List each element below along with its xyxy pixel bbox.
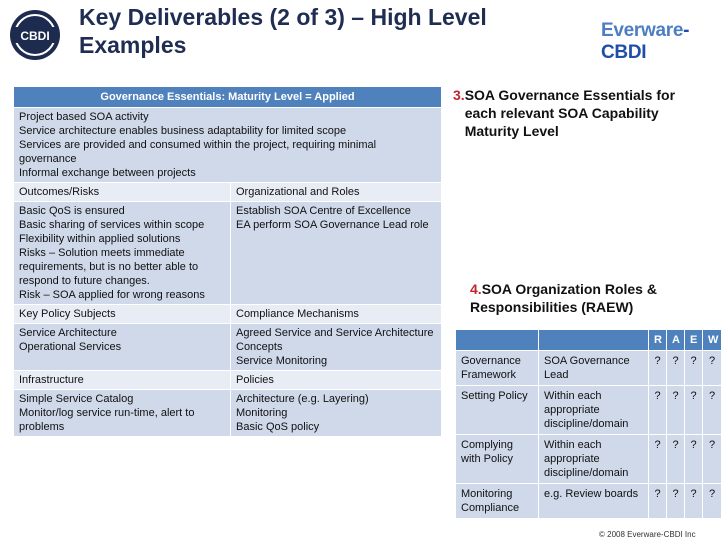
raew-mark-cell: ? [667, 484, 685, 519]
cell-line: Outcomes/Risks [19, 186, 100, 198]
raew-area-cell: Governance Framework [456, 351, 539, 386]
cell-line: Monitor/log service run-time, alert to problems [19, 407, 195, 433]
table-row [14, 324, 442, 371]
governance-table-header: Governance Essentials: Maturity Level = Applied [14, 87, 442, 108]
raew-role-cell: e.g. Review boards [539, 484, 649, 519]
everware-cbdi-logo [601, 20, 728, 64]
raew-header-cell: W [703, 330, 722, 351]
raew-mark-cell: ? [667, 386, 685, 435]
section-4-number: 4. [470, 281, 482, 297]
cell-line: Basic QoS is ensured [19, 205, 125, 217]
raew-row [456, 351, 722, 386]
table-row [14, 202, 442, 305]
governance-intro-cell [14, 108, 442, 183]
section-4-text: SOA Organization Roles & Responsibilities (RAEW) [470, 281, 657, 315]
raew-header-row [456, 330, 722, 351]
table-row [14, 305, 442, 324]
raew-header-cell: A [667, 330, 685, 351]
raew-mark-cell: ? [649, 386, 667, 435]
section-3-text: SOA Governance Essentials for each relevant SOA Capability Maturity Level [464, 87, 676, 139]
section-4-heading [470, 280, 710, 316]
table-cell [14, 202, 231, 305]
svg-text:CBDI: CBDI [20, 29, 50, 43]
raew-header-cell [539, 330, 649, 351]
logo-part-2: -CBDI [601, 20, 690, 63]
copyright: © 2008 Everware-CBDI Inc [599, 530, 696, 539]
cell-line: Service architecture enables business adaptability for limited scope [19, 125, 347, 137]
raew-mark-cell: ? [649, 351, 667, 386]
raew-header-cell: E [685, 330, 703, 351]
raew-mark-cell: ? [685, 351, 703, 386]
raew-mark-cell: ? [703, 351, 722, 386]
table-cell [231, 305, 442, 324]
table-cell [231, 390, 442, 437]
cell-line: Organizational and Roles [236, 186, 360, 198]
cell-line: Informal exchange between projects [19, 167, 196, 179]
governance-essentials-table [13, 86, 442, 437]
raew-table [455, 329, 722, 519]
cell-line: Flexibility within applied solutions [19, 233, 181, 245]
cell-line: Policies [236, 374, 274, 386]
cell-line: Key Policy Subjects [19, 308, 116, 320]
cell-line: Compliance Mechanisms [236, 308, 359, 320]
cell-line: Infrastructure [19, 374, 84, 386]
page-title [79, 3, 487, 59]
cell-line: Services are provided and consumed within the project, requiring minimal governance [19, 139, 377, 165]
table-cell [14, 305, 231, 324]
table-row [14, 183, 442, 202]
raew-mark-cell: ? [703, 484, 722, 519]
table-cell [231, 202, 442, 305]
raew-area-cell: Monitoring Compliance [456, 484, 539, 519]
title-line-2: Examples [79, 32, 187, 58]
cell-line: Service Monitoring [236, 355, 328, 367]
cbdi-logo [9, 9, 61, 61]
raew-area-cell: Setting Policy [456, 386, 539, 435]
raew-role-cell: SOA Governance Lead [539, 351, 649, 386]
raew-row [456, 435, 722, 484]
raew-role-cell: Within each appropriate discipline/domain [539, 386, 649, 435]
section-3-number: 3. [453, 87, 465, 103]
raew-mark-cell: ? [667, 351, 685, 386]
raew-mark-cell: ? [667, 435, 685, 484]
table-cell [231, 183, 442, 202]
raew-row [456, 386, 722, 435]
cell-line: Service Architecture [19, 327, 117, 339]
cell-line: Risk – SOA applied for wrong reasons [19, 289, 205, 301]
cell-line: Basic QoS policy [236, 421, 320, 433]
raew-row [456, 484, 722, 519]
raew-mark-cell: ? [649, 435, 667, 484]
cell-line: Monitoring [236, 407, 288, 419]
table-cell [14, 324, 231, 371]
raew-header-cell [456, 330, 539, 351]
raew-mark-cell: ? [685, 435, 703, 484]
cell-line: Architecture (e.g. Layering) [236, 393, 369, 405]
table-row [14, 390, 442, 437]
cell-line: Agreed Service and Service Architecture Concepts [236, 327, 434, 353]
raew-role-cell: Within each appropriate discipline/domain [539, 435, 649, 484]
cell-line: Risks – Solution meets immediate requirements, but is no better able to respond to future changes. [19, 247, 199, 287]
table-cell [231, 371, 442, 390]
raew-mark-cell: ? [703, 435, 722, 484]
raew-mark-cell: ? [649, 484, 667, 519]
cell-line: Basic sharing of services within scope [19, 219, 205, 231]
section-3-heading [453, 86, 695, 140]
table-row [14, 371, 442, 390]
raew-area-cell: Complying with Policy [456, 435, 539, 484]
raew-mark-cell: ? [685, 484, 703, 519]
cell-line: Project based SOA activity [19, 111, 149, 123]
cell-line: EA perform SOA Governance Lead role [236, 219, 429, 231]
cell-line: Simple Service Catalog [19, 393, 134, 405]
raew-header-cell: R [649, 330, 667, 351]
table-cell [14, 390, 231, 437]
table-cell [14, 371, 231, 390]
table-cell [231, 324, 442, 371]
raew-mark-cell: ? [703, 386, 722, 435]
title-line-1: Key Deliverables (2 of 3) – High Level [79, 4, 487, 30]
table-cell [14, 183, 231, 202]
raew-mark-cell: ? [685, 386, 703, 435]
cell-line: Operational Services [19, 341, 122, 353]
logo-part-1: Everware [601, 20, 684, 41]
cell-line: Establish SOA Centre of Excellence [236, 205, 411, 217]
